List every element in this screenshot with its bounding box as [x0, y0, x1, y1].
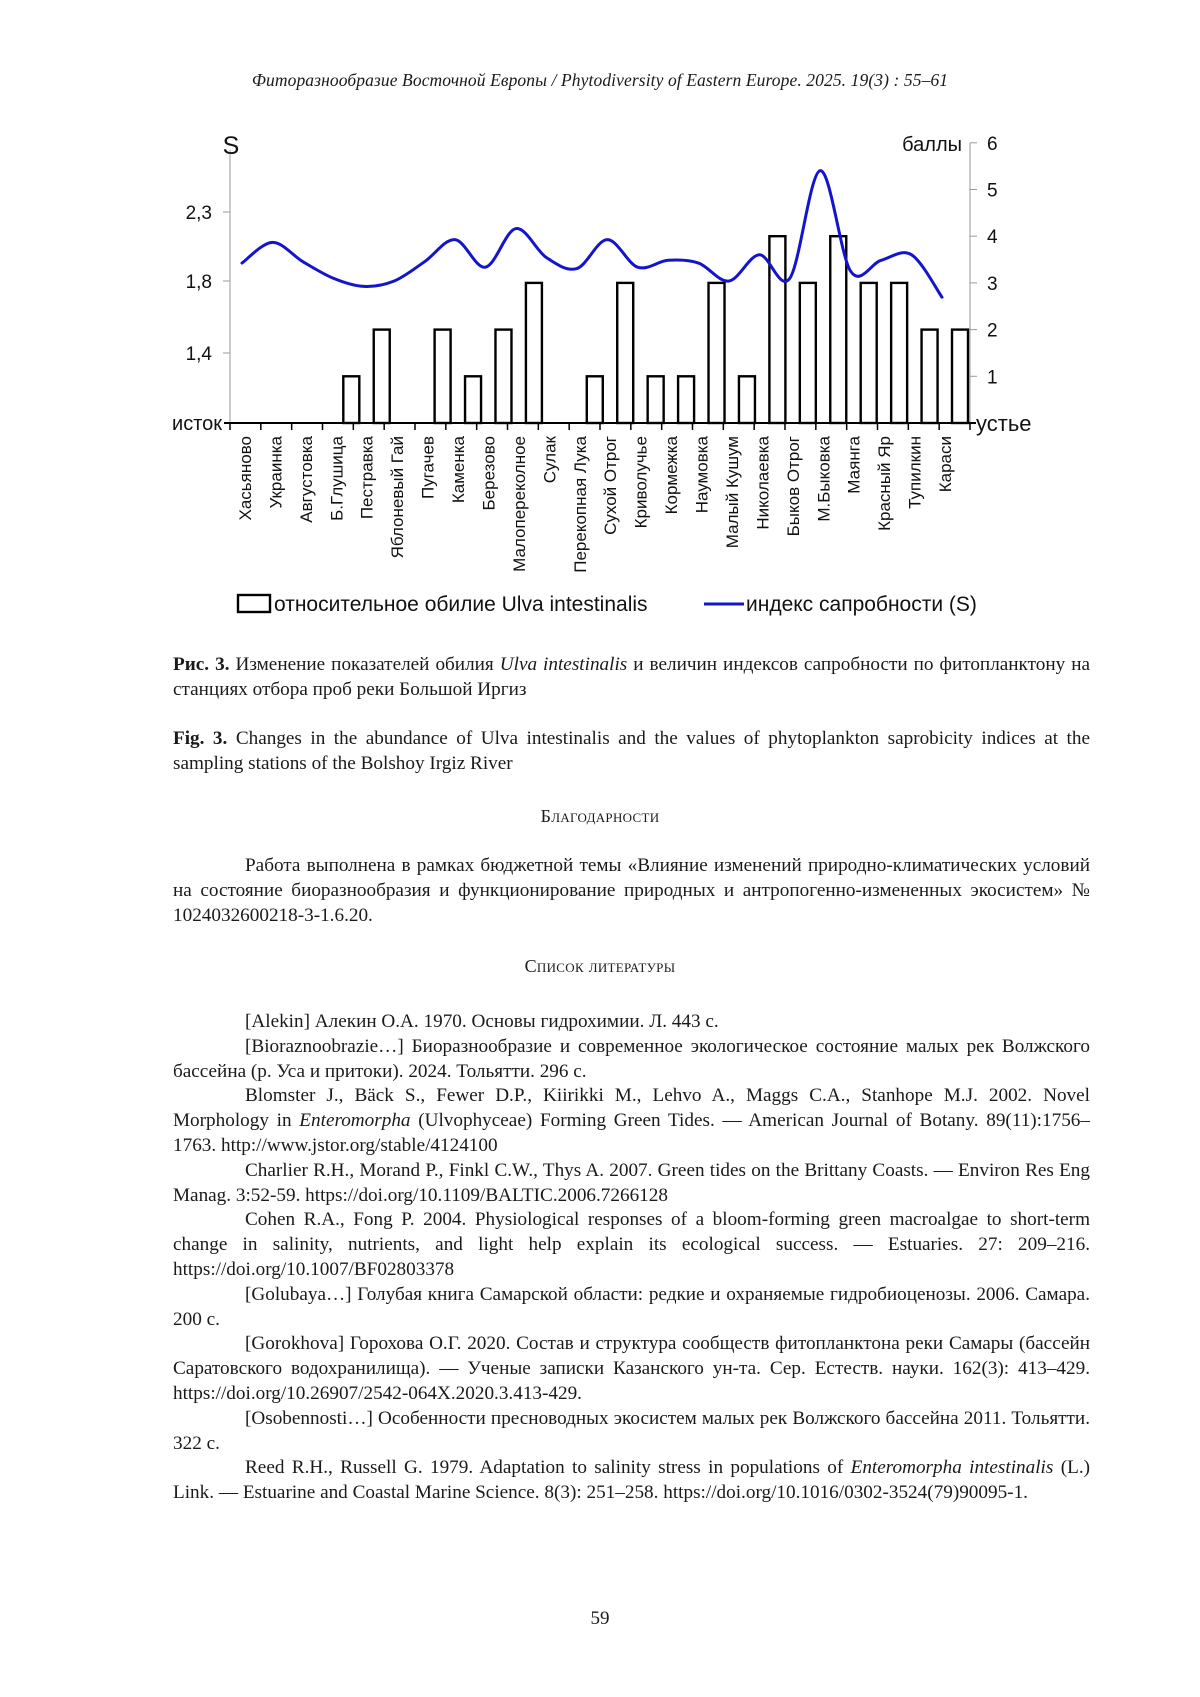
bar-15	[678, 376, 694, 423]
station-label: Малый Кушум	[722, 436, 742, 549]
legend-bar-label: относительное обилие Ulva intestinalis	[274, 593, 648, 616]
station-label: Малопереколное	[509, 436, 529, 572]
left-tick-label: 1,4	[185, 344, 212, 365]
bar-22	[891, 283, 907, 423]
bar-9	[495, 330, 511, 423]
bar-19	[800, 283, 816, 423]
figure-label-ru: Рис. 3.	[173, 654, 230, 675]
left-tick-label: 2,3	[185, 203, 212, 224]
reference-italic: Enteromorpha intestinalis	[850, 1457, 1054, 1479]
reference-item	[173, 1084, 1090, 1158]
figure-label-en: Fig. 3.	[173, 728, 228, 749]
reference-text: Reed R.H., Russell G. 1979. Adaptation to salinity stress in populations of	[245, 1457, 851, 1479]
station-label: Украинка	[266, 436, 286, 509]
reference-text: [Bioraznoobrazie…] Биоразнообразие и современное экологическое состояние малых рек Волжского бассейна (р. Уса и притоки). 2024. Тольятти. 296 с.	[173, 1035, 1090, 1082]
station-label: Пугачев	[418, 436, 438, 499]
bar-14	[648, 376, 664, 423]
caption-text: и величин индексов сапробности по фитопланктону на станциях отбора проб реки Большой Иргиз	[173, 654, 1091, 700]
reference-text: [Gorokhova] Горохова О.Г. 2020. Состав и структура сообществ фитопланктона реки Самары (бассейн Саратовского водохранилища). — Ученые записки Казанского ун-та. Сер. Естеств. науки. 162(3): 413–429. https://doi.org/10.26907/2542-064X.2020.3.413-429.	[173, 1333, 1090, 1404]
reference-text: [Alekin] Алекин О.А. 1970. Основы гидрохимии. Л. 443 с.	[245, 1011, 719, 1032]
bar-20	[830, 236, 846, 423]
station-label: Николаевка	[753, 436, 773, 530]
bar-13	[617, 283, 633, 423]
station-label: Перекопная Лука	[570, 436, 590, 573]
right-tick-label: 4	[987, 227, 998, 249]
reference-item	[173, 1283, 1090, 1333]
legend-bar-swatch	[238, 595, 270, 612]
species-name: Ulva intestinalis	[499, 654, 628, 675]
station-label: Быков Отрог	[783, 436, 803, 537]
legend-line-label: индекс сапробности (S)	[746, 593, 977, 616]
reference-item	[173, 1010, 1090, 1035]
station-label: Августовка	[296, 436, 316, 523]
acknowledgements-text: Работа выполнена в рамках бюджетной темы «Влияние изменений природно-климатических условий на состояние биоразнообразия и функционирование природных и антропогенно-измененных экосистем» № 1024032600218-3-1.6.20.	[173, 855, 1090, 926]
reference-text: Charlier R.H., Morand P., Finkl C.W., Thys A. 2007. Green tides on the Brittany Coasts. — Environ Res Eng Manag. 3:52-59. https://doi.org/10.1109/BALTIC.2006.7266128	[173, 1159, 1090, 1206]
caption-text: Changes in the abundance of Ulva intestinalis and the values of phytoplankton saprobicity indices at the sampling stations of the Bolshoy Irgiz River	[173, 728, 1090, 774]
station-label: Караси	[936, 436, 955, 493]
reference-item	[173, 1407, 1090, 1457]
bar-10	[526, 283, 542, 423]
references-list	[173, 1010, 1090, 1506]
acknowledgements-heading: Благодарности	[540, 806, 660, 826]
reference-item	[173, 1035, 1090, 1085]
reference-text: [Golubaya…] Голубая книга Самарской области: редкие и охраняемые гидробиоценозы. 2006. Самара. 200 с.	[173, 1283, 1090, 1330]
reference-text: (L.) Link. — Estuarine and Coastal Marine Science. 8(3): 251–258. https://doi.org/10.1016/0302-3524(79)90095-1.	[173, 1457, 1091, 1504]
bar-21	[861, 283, 877, 423]
caption-text: Изменение показателей обилия	[229, 654, 500, 675]
station-label: Каменка	[449, 436, 469, 504]
reference-item	[173, 1208, 1090, 1282]
station-label: М.Быковка	[814, 436, 834, 522]
source-label: исток	[172, 413, 222, 435]
reference-italic: Enteromorpha	[299, 1110, 411, 1132]
bar-7	[435, 330, 451, 423]
reference-item	[173, 1159, 1090, 1209]
references-heading: Список литературы	[524, 956, 676, 976]
right-tick-label: 1	[987, 367, 998, 389]
bar-18	[769, 236, 785, 423]
bar-24	[952, 330, 968, 423]
right-axis-title: баллы	[902, 133, 962, 156]
right-tick-label: 2	[987, 320, 998, 342]
left-axis-title: S	[222, 132, 240, 160]
figure-3-chart	[0, 0, 1200, 640]
reference-item	[173, 1456, 1090, 1506]
reference-text: Blomster J., Bäck S., Fewer D.P., Kiirikki M., Lehvo A., Maggs C.A., Stanhope M.J. 2002. Novel Morphology in	[173, 1085, 1090, 1132]
station-label: Сухой Отрог	[601, 436, 621, 535]
right-tick-label: 3	[987, 273, 998, 295]
station-label: Сулак	[540, 436, 560, 484]
reference-text: (Ulvophyceae) Forming Green Tides. — American Journal of Botany. 89(11):1756–1763. http://www.jstor.org/stable/4124100	[173, 1110, 1090, 1156]
station-label: Б.Глушица	[327, 436, 347, 521]
running-header: Фиторазнообразие Восточной Европы / Phytodiversity of Eastern Europe. 2025. 19(3) : 55–61	[251, 70, 949, 90]
bar-16	[709, 283, 725, 423]
reference-item	[173, 1332, 1090, 1406]
bar-5	[374, 330, 390, 423]
mouth-label: устье	[976, 411, 1032, 436]
bar-8	[465, 376, 481, 423]
station-label: Березово	[479, 436, 499, 511]
bar-4	[343, 376, 359, 423]
bar-23	[922, 330, 938, 423]
station-label: Хасьяново	[236, 436, 255, 521]
station-label: Пестравка	[357, 436, 377, 520]
reference-text: Cohen R.A., Fong P. 2004. Physiological responses of a bloom-forming green macroalgae to short-term change in salinity, nutrients, and light help explain its ecological success. — Estuaries. 27: 209–216. https://doi.org/10.1007/BF02803378	[173, 1209, 1090, 1280]
figure-caption-en	[173, 726, 1090, 776]
station-label: Красный Яр	[875, 436, 895, 531]
reference-text: [Osobennosti…] Особенности пресноводных экосистем малых рек Волжского бассейна 2011. Тольятти. 322 с.	[173, 1407, 1090, 1454]
station-label: Маянга	[844, 436, 864, 494]
bar-12	[587, 376, 603, 423]
station-label: Криволучье	[631, 436, 651, 529]
station-label: Яблоневый Гай	[388, 436, 408, 559]
station-label: Наумовка	[692, 436, 712, 514]
right-tick-label: 5	[987, 180, 998, 202]
station-label: Кормежка	[662, 436, 682, 515]
right-tick-label: 6	[987, 133, 998, 155]
station-label: Тупилкин	[905, 436, 925, 509]
page-number: 59	[590, 1608, 610, 1629]
figure-caption-ru	[173, 652, 1090, 702]
left-tick-label: 1,8	[185, 272, 212, 293]
bar-17	[739, 376, 755, 423]
